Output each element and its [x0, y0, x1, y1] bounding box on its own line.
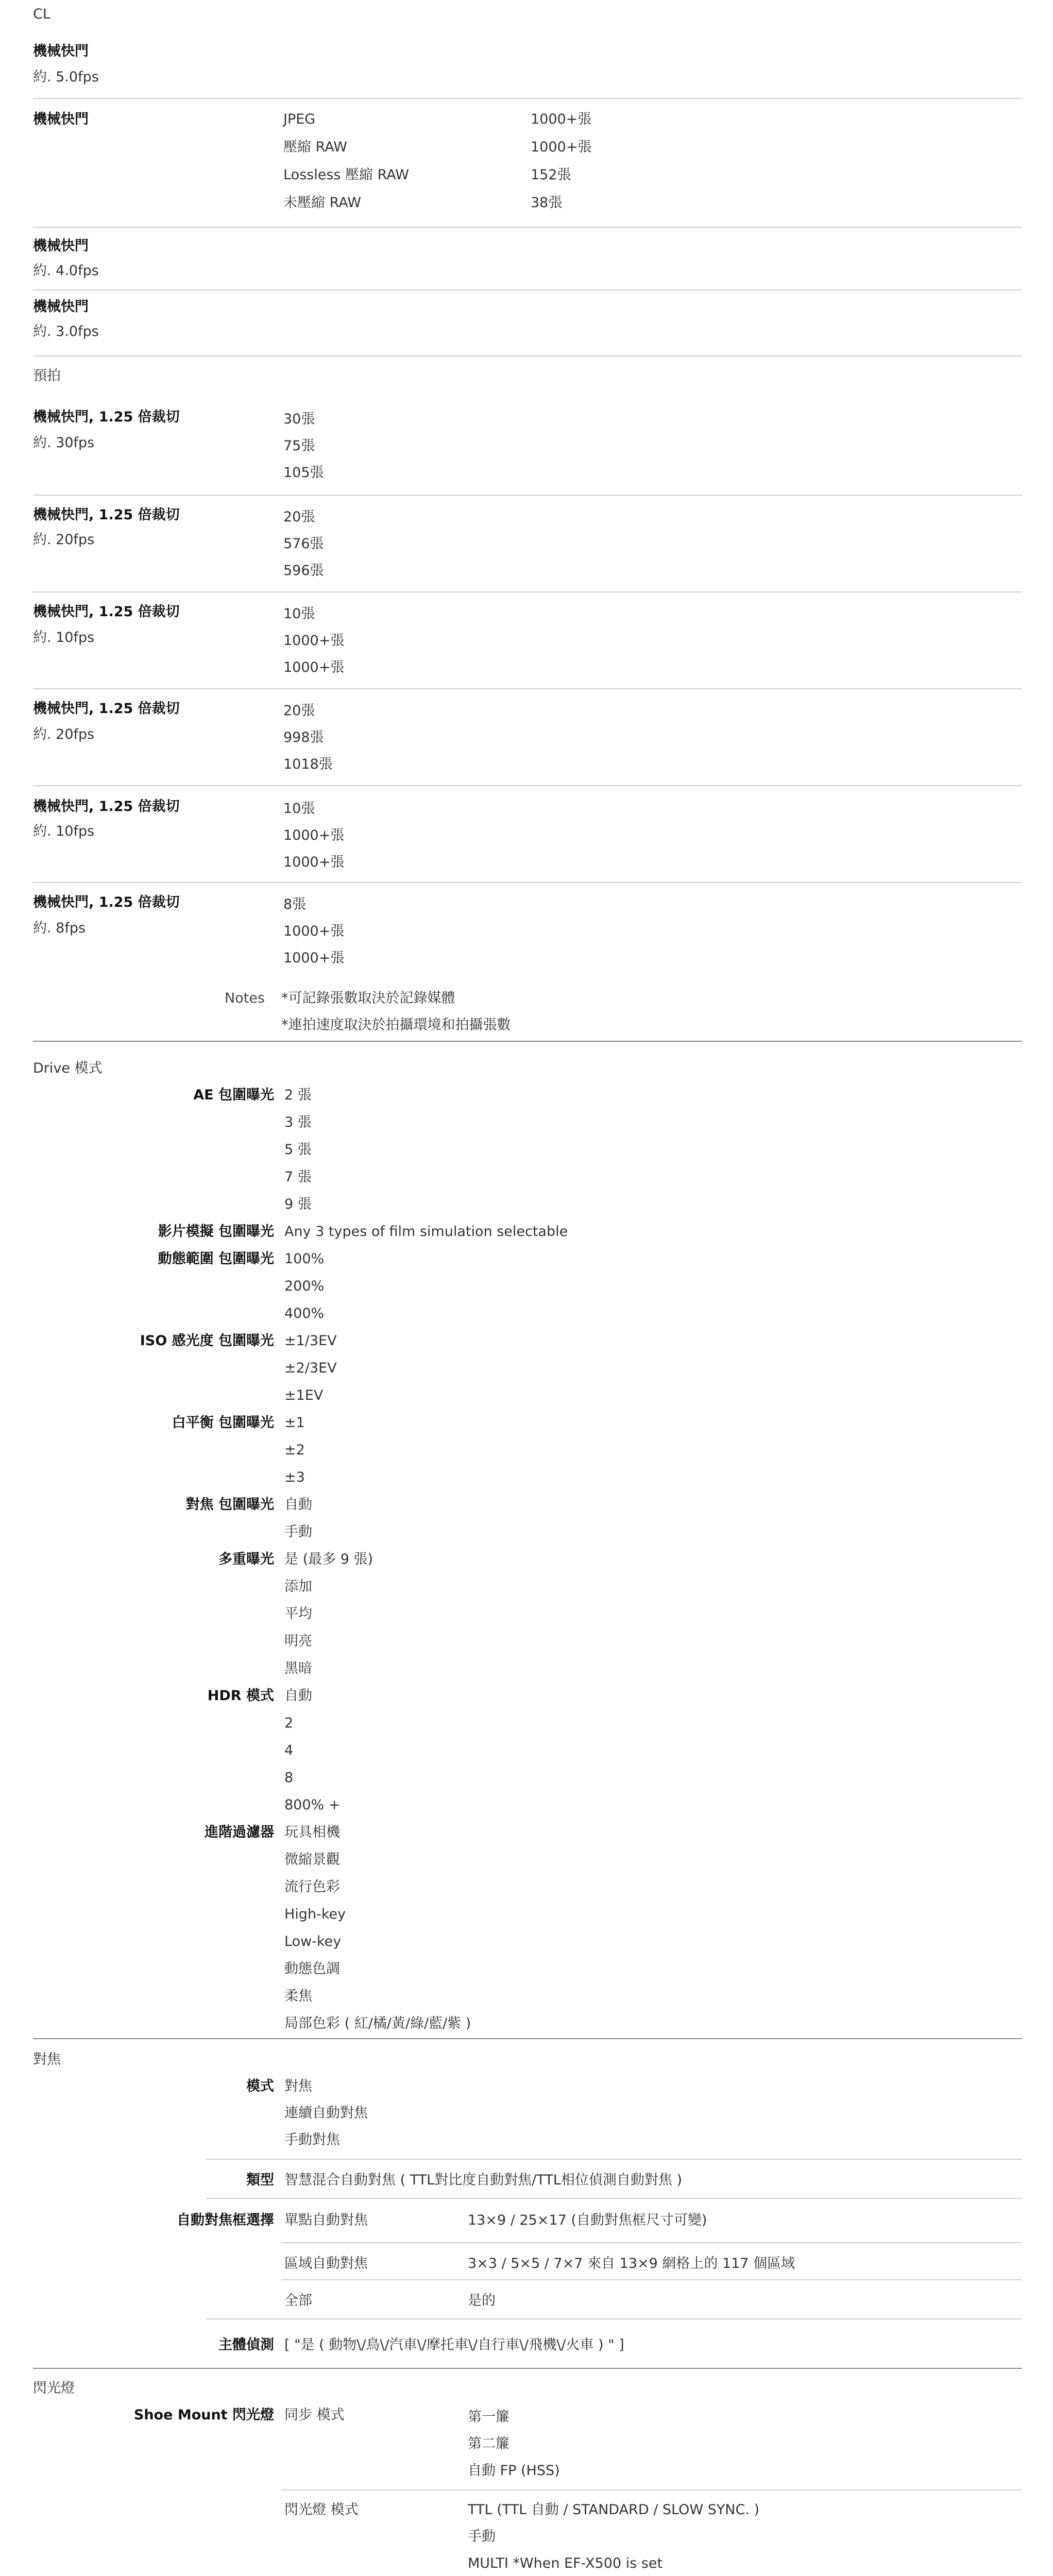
sync-value: 自動 FP (HSS)	[468, 2463, 560, 2479]
drive-value: 流行色彩	[284, 1879, 340, 1895]
cl-block4-title: 機械快門	[33, 299, 89, 315]
drive-value: ±1/3EV	[284, 1333, 337, 1349]
section-divider	[33, 1041, 1022, 1042]
drive-value: 柔焦	[284, 1988, 312, 2004]
divider	[281, 2279, 1022, 2280]
drive-value: 2 張	[284, 1087, 312, 1103]
drive-label-film: 影片模擬 包圍曝光	[158, 1224, 274, 1240]
drive-value: 微縮景觀	[284, 1852, 340, 1868]
flash-header: 閃光燈	[33, 2380, 75, 2396]
drive-label-filter: 進階過濾器	[205, 1824, 274, 1840]
drive-value: 4	[284, 1742, 294, 1758]
divider	[33, 355, 1022, 357]
prerec-value: 576張	[283, 536, 324, 552]
focus-mode: 手動對焦	[284, 2132, 340, 2148]
drive-value: 8	[284, 1770, 294, 1786]
drive-label-wb: 白平衡 包圍曝光	[172, 1415, 274, 1431]
sync-value: 第二簾	[468, 2436, 509, 2452]
drive-value: High-key	[284, 1906, 346, 1922]
drive-value: 自動	[284, 1497, 312, 1513]
drive-label-dr: 動態範圍 包圍曝光	[158, 1251, 274, 1267]
divider	[281, 2489, 1022, 2490]
cl-block1-title: 機械快門	[33, 43, 89, 59]
focus-mode: 對焦	[284, 2078, 312, 2094]
note: *連拍速度取決於拍攝環境和拍攝張數	[281, 1017, 511, 1033]
drive-value: 局部色彩 ( 紅/橘/黃/綠/藍/紫 )	[284, 2015, 471, 2031]
prerec-title: 機械快門, 1.25 倍裁切	[33, 701, 180, 717]
focus-mode-label: 模式	[246, 2078, 274, 2094]
prerec-value: 1000+張	[283, 633, 345, 649]
drive-value: ±2	[284, 1442, 305, 1458]
drive-label-iso: ISO 感光度 包圍曝光	[140, 1333, 274, 1349]
section-divider	[33, 2368, 1022, 2369]
cl-format: 壓縮 RAW	[283, 139, 347, 155]
prerec-value: 75張	[283, 438, 315, 454]
flash-mode-value: 手動	[468, 2529, 496, 2545]
drive-label-ae: AE 包圍曝光	[193, 1087, 274, 1103]
divider	[33, 495, 1022, 496]
prerec-value: 1018張	[283, 756, 333, 772]
divider	[33, 785, 1022, 786]
focus-mode: 連續自動對焦	[284, 2105, 368, 2121]
drive-value: 動態色調	[284, 1961, 340, 1977]
cl-header: CL	[33, 6, 50, 22]
drive-value: ±2/3EV	[284, 1360, 337, 1376]
drive-value: Low-key	[284, 1934, 342, 1950]
af-area-name: 單點自動對焦	[284, 2212, 368, 2228]
af-area-label: 自動對焦框選擇	[177, 2212, 274, 2228]
prerec-value: 1000+張	[283, 659, 345, 675]
prerec-header: 預拍	[33, 368, 61, 384]
cl-count: 1000+張	[531, 139, 592, 155]
prerec-value: 1000+張	[283, 827, 345, 843]
prerec-title: 機械快門, 1.25 倍裁切	[33, 894, 180, 910]
cl-format: Lossless 壓縮 RAW	[283, 167, 409, 183]
drive-value: Any 3 types of film simulation selectable	[284, 1224, 568, 1240]
divider	[33, 882, 1022, 883]
prerec-title: 機械快門, 1.25 倍裁切	[33, 604, 180, 620]
drive-value: 9 張	[284, 1196, 312, 1212]
prerec-title: 機械快門, 1.25 倍裁切	[33, 799, 180, 815]
cl-count: 152張	[531, 167, 571, 183]
cl-block3-fps: 約. 4.0fps	[33, 263, 99, 279]
flash-mode-value: TTL (TTL 自動 / STANDARD / SLOW SYNC. )	[468, 2502, 759, 2518]
cl-block2-title: 機械快門	[33, 111, 89, 127]
divider	[206, 2198, 1022, 2199]
prerec-title: 機械快門, 1.25 倍裁切	[33, 409, 180, 425]
prerec-value: 1000+張	[283, 854, 345, 870]
prerec-fps: 約. 10fps	[33, 823, 95, 839]
prerec-value: 10張	[283, 606, 315, 622]
cl-block3-title: 機械快門	[33, 238, 89, 254]
prerec-fps: 約. 8fps	[33, 920, 86, 936]
focus-type-label: 類型	[246, 2172, 274, 2188]
drive-header: Drive 模式	[33, 1060, 103, 1076]
prerec-fps: 約. 30fps	[33, 435, 95, 451]
prerec-value: 1000+張	[283, 950, 345, 966]
af-area-name: 全部	[284, 2293, 312, 2309]
drive-label-multi: 多重曝光	[218, 1551, 274, 1567]
af-area-desc: 是的	[468, 2293, 496, 2309]
subject-detect-value: [ "是 ( 動物\/鳥\/汽車\/摩托車\/自行車\/飛機\/火車 ) " ]	[284, 2337, 624, 2353]
cl-block1-fps: 約. 5.0fps	[33, 69, 99, 85]
flash-mode-label: 閃光燈 模式	[284, 2502, 359, 2518]
drive-value: ±3	[284, 1469, 305, 1485]
drive-value: 3 張	[284, 1114, 312, 1130]
prerec-fps: 約. 10fps	[33, 630, 95, 646]
drive-value: 自動	[284, 1688, 312, 1704]
divider	[33, 591, 1022, 592]
af-area-desc: 3×3 / 5×5 / 7×7 來自 13×9 網格上的 117 個區域	[468, 2256, 795, 2272]
divider	[206, 2318, 1022, 2319]
divider	[33, 688, 1022, 689]
drive-value: 明亮	[284, 1633, 312, 1649]
divider	[33, 227, 1022, 228]
drive-value: 100%	[284, 1251, 325, 1267]
drive-value: 手動	[284, 1524, 312, 1540]
cl-format: 未壓縮 RAW	[283, 195, 361, 211]
drive-value: 添加	[284, 1579, 312, 1595]
drive-value: 7 張	[284, 1169, 312, 1185]
divider	[33, 98, 1022, 99]
focus-type-value: 智慧混合自動對焦 ( TTL對比度自動對焦/TTL相位偵測自動對焦 )	[284, 2172, 683, 2188]
af-area-name: 區域自動對焦	[284, 2256, 368, 2272]
cl-count: 1000+張	[531, 111, 592, 127]
sync-value: 第一簾	[468, 2409, 509, 2425]
drive-value: ±1	[284, 1415, 305, 1431]
prerec-value: 998張	[283, 730, 324, 745]
divider	[33, 290, 1022, 291]
prerec-value: 20張	[283, 509, 315, 525]
sync-mode-label: 同步 模式	[284, 2407, 345, 2423]
divider	[281, 2242, 1022, 2243]
drive-value: 平均	[284, 1606, 312, 1622]
drive-value: 黑暗	[284, 1660, 312, 1676]
prerec-value: 8張	[283, 896, 307, 912]
cl-block4-fps: 約. 3.0fps	[33, 324, 99, 340]
prerec-fps: 約. 20fps	[33, 532, 95, 548]
divider	[206, 2159, 1022, 2160]
cl-format: JPEG	[283, 111, 316, 127]
prerec-value: 30張	[283, 411, 315, 427]
notes-label: Notes	[225, 990, 265, 1006]
drive-label-hdr: HDR 模式	[207, 1688, 274, 1704]
section-divider	[33, 2038, 1022, 2039]
prerec-value: 1000+張	[283, 923, 345, 939]
subject-detect-label: 主體偵測	[218, 2337, 274, 2353]
prerec-value: 10張	[283, 801, 315, 817]
focus-header: 對焦	[33, 2052, 61, 2067]
af-area-desc: 13×9 / 25×17 (自動對焦框尺寸可變)	[468, 2212, 707, 2228]
prerec-fps: 約. 20fps	[33, 726, 95, 742]
prerec-title: 機械快門, 1.25 倍裁切	[33, 507, 180, 523]
prerec-value: 105張	[283, 465, 324, 481]
note: *可記錄張數取決於記錄媒體	[281, 990, 455, 1006]
drive-value: 玩具相機	[284, 1824, 340, 1840]
drive-value: 2	[284, 1715, 294, 1731]
drive-label-focus: 對焦 包圍曝光	[185, 1497, 274, 1513]
cl-count: 38張	[531, 195, 563, 211]
flash-mode-value: MULTI *When EF-X500 is set	[468, 2555, 663, 2571]
drive-value: 200%	[284, 1278, 325, 1294]
drive-value: 800% +	[284, 1797, 341, 1813]
prerec-value: 20張	[283, 703, 315, 719]
drive-value: 5 張	[284, 1142, 312, 1158]
drive-value: 400%	[284, 1306, 325, 1321]
shoe-flash-label: Shoe Mount 閃光燈	[133, 2407, 274, 2423]
drive-value: ±1EV	[284, 1387, 324, 1403]
drive-value: 是 (最多 9 張)	[284, 1551, 373, 1567]
prerec-value: 596張	[283, 563, 324, 579]
